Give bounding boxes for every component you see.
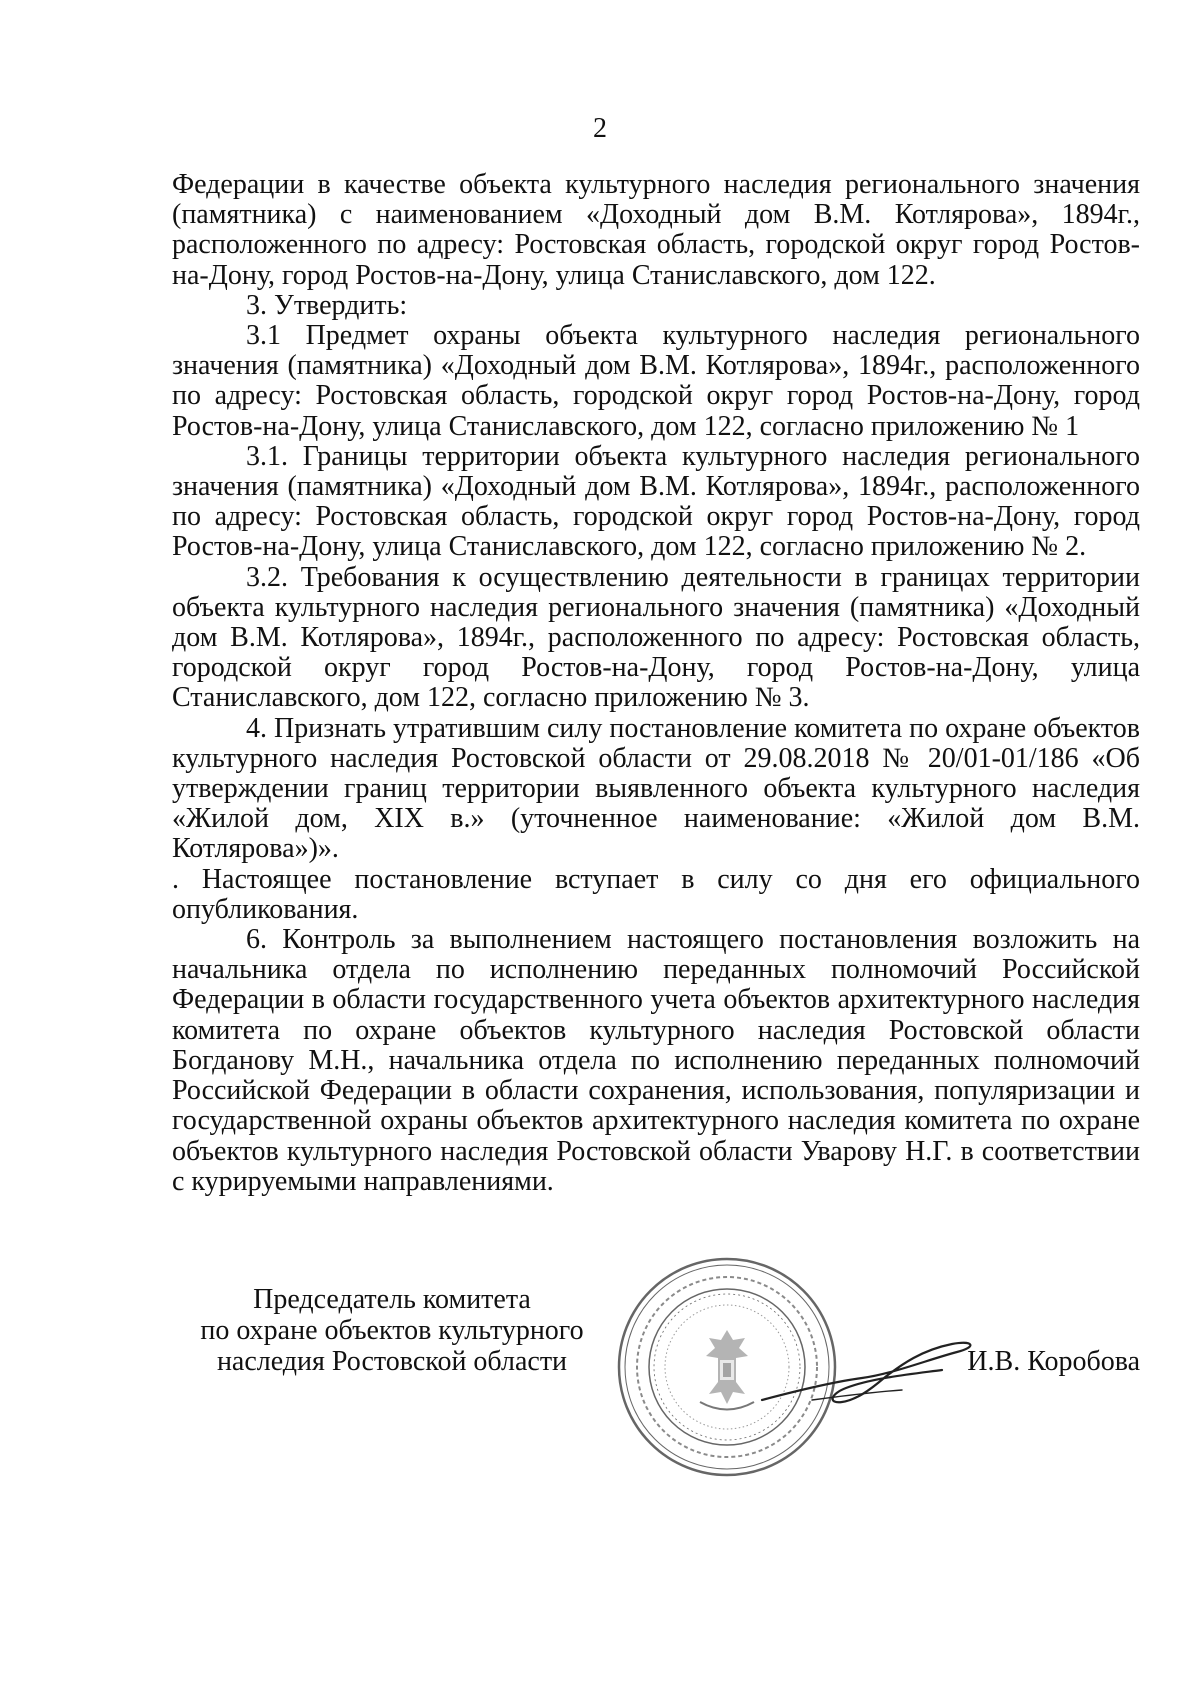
signature-block (172, 1270, 1140, 1470)
paragraph-item-3: 3. Утвердить: (246, 289, 408, 321)
paragraph-item-6: 6. Контроль за выполнением настоящего постановления возложить на начальника отдела по исполнению переданных полномочий Российской Федерации в области государственного учета объектов архитектурного наследия комитета по охране объектов культурного наследия Ростовской области Богданову М.Н., начальника отдела по исполнению переданных полномочий Российской Федерации в области сохранения, использования, популяризации и государственной охраны объектов архитектурного наследия комитета по охране объектов культурного наследия Ростовской области Уварову Н.Г. в соответствии с курируемыми направлениями. (172, 924, 1140, 1197)
document-body (172, 170, 1140, 1197)
paragraph-item-4: 4. Признать утратившим силу постановление комитета по охране объектов культурного наследия Ростовской области от 29.08.2018 № 20/01-01/186 «Об утверждении границ территории выявленного объекта культурного наследия «Жилой дом, XIX в.» (уточненное наименование: «Жилой дом В.М. Котлярова»)». (172, 712, 1141, 865)
page-number: 2 (593, 113, 607, 144)
paragraph-item-3-1-subject: 3.1 Предмет охраны объекта культурного наследия регионального значения (памятника) «Доходный дом В.М. Котлярова», 1894г., расположенного по адресу: Ростовская область, городской округ город Ростов-на-Дону, город Ростов-на-Дону, улица Станиславского, дом 122, согласно приложению № 1 (172, 320, 1140, 442)
signer-name: И.В. Коробова (967, 1346, 1140, 1377)
paragraph-item-5: . Настоящее постановление вступает в силу со дня его официального опубликования. (172, 863, 1140, 925)
paragraph-item-3-2: 3.2. Требования к осуществлению деятельности в границах территории объекта культурного наследия регионального значения (памятника) «Доходный дом В.М. Котлярова», 1894г., расположенного по адресу: Ростовская область, городской округ город Ростов-на-Дону, город Ростов-на-Дону, улица Станиславского, дом 122, согласно приложению № 3. (172, 561, 1140, 714)
signer-title-line: наследия Ростовской области (216, 1346, 568, 1377)
signer-title (192, 1284, 592, 1377)
signer-title-line: по охране объектов культурного (200, 1315, 584, 1346)
signer-title-line: Председатель комитета (253, 1284, 531, 1315)
handwritten-signature-icon (752, 1330, 982, 1420)
paragraph-item-3-1-borders: 3.1. Границы территории объекта культурного наследия регионального значения (памятника) «Доходный дом В.М. Котлярова», 1894г., расположенного по адресу: Ростовская область, городской округ город Ростов-на-Дону, город Ростов-на-Дону, улица Станиславского, дом 122, согласно приложению № 2. (172, 440, 1140, 563)
paragraph-continuation: Федерации в качестве объекта культурного наследия регионального значения (памятника) с наименованием «Доходный дом В.М. Котлярова», 1894г., расположенного по адресу: Ростовская область, городской округ город Ростов-на-Дону, город Ростов-на-Дону, улица Станиславского, дом 122. (172, 169, 1140, 291)
